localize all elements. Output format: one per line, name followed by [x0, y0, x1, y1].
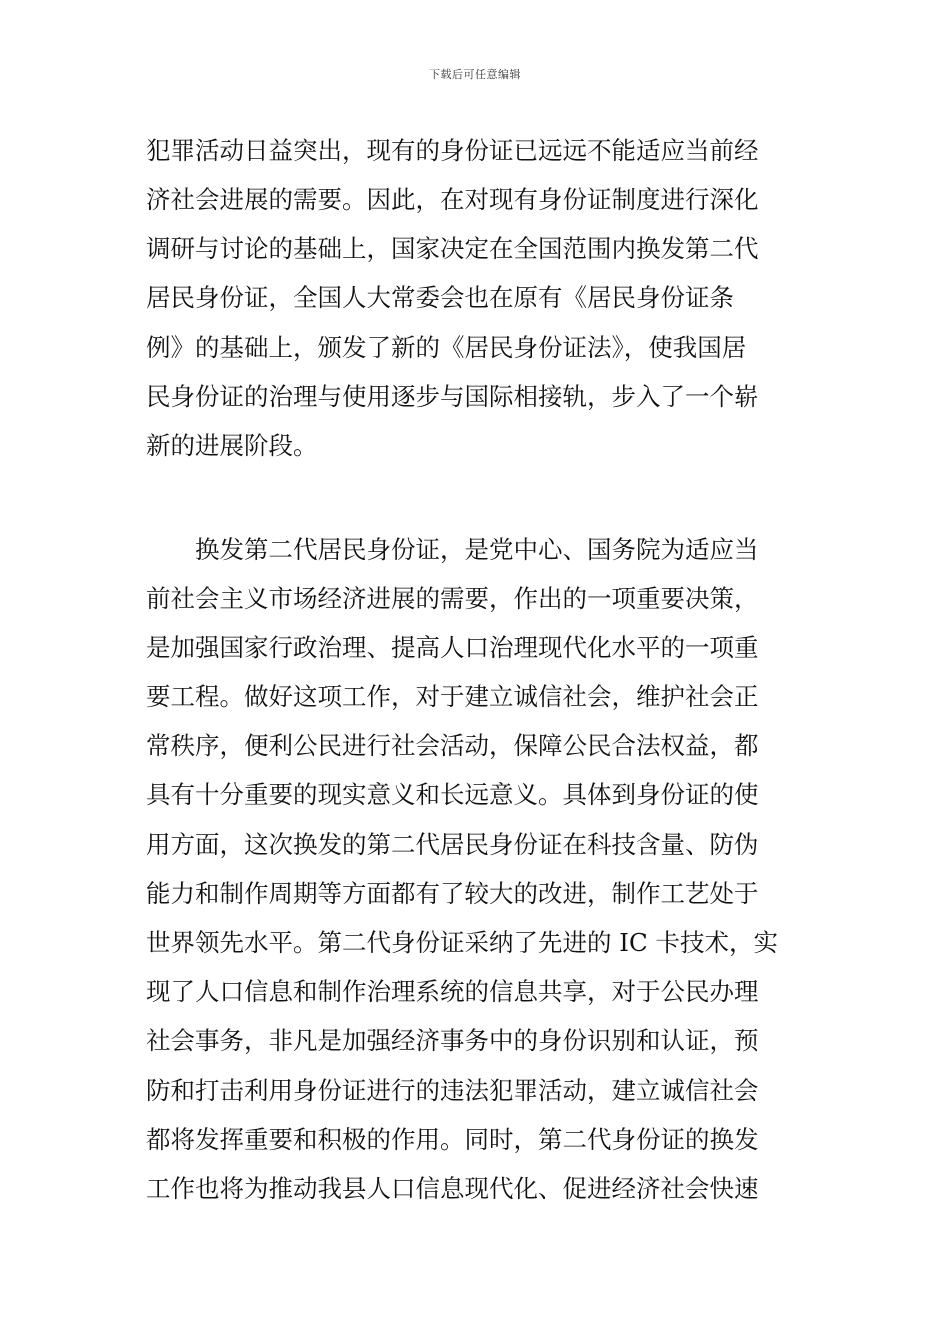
text-line: 济社会进展的需要。因此，在对现有身份证制度进行深化: [146, 185, 759, 214]
text-line: 防和打击利用身份证进行的违法犯罪活动，建立诚信社会: [146, 1076, 759, 1105]
text-line: 社会事务，非凡是加强经济事务中的身份识别和认证，预: [146, 1026, 759, 1055]
text-line: 用方面，这次换发的第二代居民身份证在科技含量、防伪: [146, 830, 759, 859]
text-line: 调研与讨论的基础上，国家决定在全国范围内换发第二代: [146, 234, 759, 263]
text-line: 世界领先水平。第二代身份证采纳了先进的 IC 卡技术，实: [146, 928, 778, 957]
text-line: 前社会主义市场经济进展的需要，作出的一项重要决策，: [146, 584, 759, 613]
text-line: 工作也将为推动我县人口信息现代化、促进经济社会快速: [146, 1174, 759, 1203]
text-line: 民身份证的治理与使用逐步与国际相接轨，步入了一个崭: [146, 382, 759, 411]
text-line: 能力和制作周期等方面都有了较大的改进，制作工艺处于: [146, 879, 759, 908]
text-line: 要工程。做好这项工作，对于建立诚信社会，维护社会正: [146, 682, 759, 711]
text-line: 是加强国家行政治理、提高人口治理现代化水平的一项重: [146, 633, 759, 662]
text-line: 都将发挥重要和积极的作用。同时，第二代身份证的换发: [146, 1125, 759, 1154]
text-line: 现了人口信息和制作治理系统的信息共享，对于公民办理: [146, 977, 759, 1006]
text-line: 新的进展阶段。: [146, 431, 318, 460]
page-header: 下载后可任意编辑: [429, 68, 521, 81]
text-line: 常秩序，便利公民进行社会活动，保障公民合法权益，都: [146, 731, 759, 760]
text-line: 居民身份证，全国人大常委会也在原有《居民身份证条: [146, 283, 734, 312]
text-line: 例》的基础上，颁发了新的《居民身份证法》，使我国居: [146, 333, 747, 362]
text-line: 具有十分重要的现实意义和长远意义。具体到身份证的使: [146, 780, 759, 809]
text-line: 换发第二代居民身份证，是党中心、国务院为适应当: [146, 535, 759, 564]
text-line: 犯罪活动日益突出，现有的身份证已远远不能适应当前经: [146, 136, 759, 165]
